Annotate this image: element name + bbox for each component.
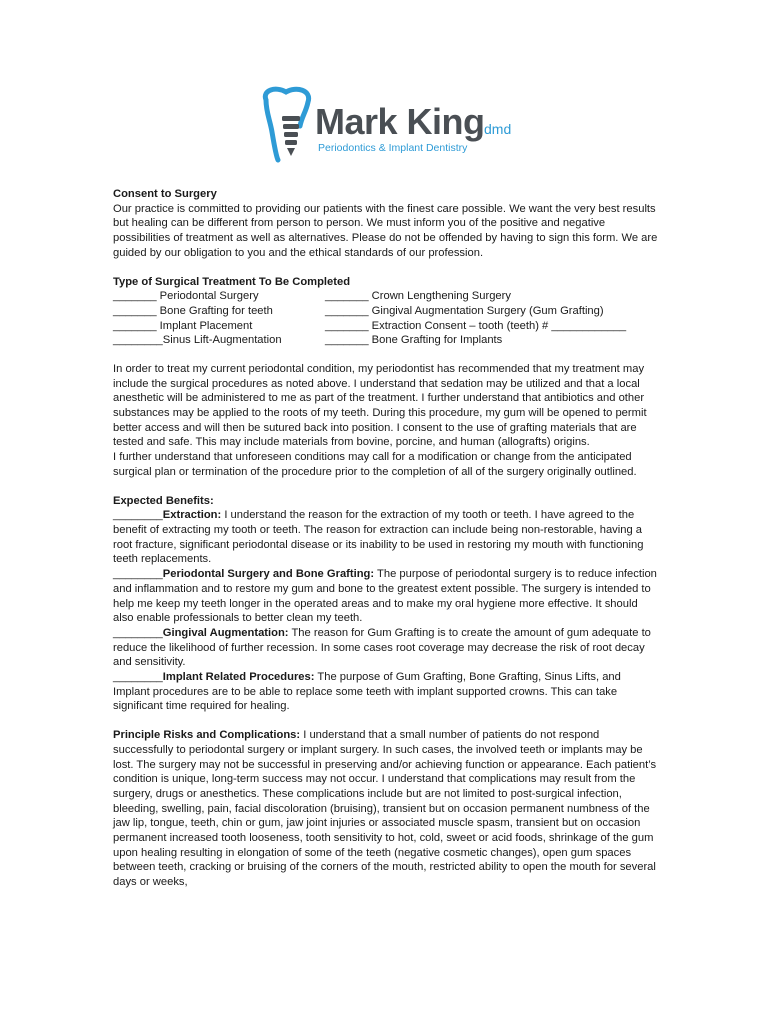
benefits-heading: Expected Benefits:: [113, 494, 214, 507]
benefit-item: [113, 626, 658, 670]
treatment-heading: Type of Surgical Treatment To Be Completed: [113, 275, 351, 288]
risks-paragraph: [113, 728, 658, 890]
treatment-option[interactable]: _______ Gingival Augmentation Surgery (Gum Grafting): [325, 304, 604, 317]
logo-name: Mark King: [315, 101, 485, 142]
benefit-text: The purpose of periodontal surgery is to reduce infection and inflammation and to restore my gum and bone to the greatest extent possible. The surgery is intended to help me keep my teeth longer in the operated areas and to make my oral hygiene more effective. It should also enable professionals to better clean my teeth.: [113, 568, 657, 625]
benefit-blank[interactable]: ________: [113, 671, 163, 684]
treatment-option[interactable]: ________Sinus Lift-Augmentation: [113, 334, 282, 347]
intro-paragraph-2: I further understand that unforeseen conditions may call for a modification or change from the anticipated surgical plan or termination of the procedure prior to the completion of all of the surgery originally outlined.: [113, 451, 637, 478]
treatment-option[interactable]: _______ Bone Grafting for teeth: [113, 304, 273, 317]
benefit-label: Periodontal Surgery and Bone Grafting:: [162, 568, 375, 581]
benefit-label: Extraction:: [162, 509, 222, 522]
treatment-option[interactable]: _______ Periodontal Surgery: [113, 290, 259, 303]
benefit-item: [113, 670, 658, 714]
benefit-blank[interactable]: ________: [113, 509, 163, 522]
benefit-item: [113, 567, 658, 626]
treatment-option[interactable]: _______ Implant Placement: [113, 319, 253, 332]
treatment-option[interactable]: _______ Crown Lengthening Surgery: [325, 290, 511, 303]
treatment-checklist: [113, 289, 658, 348]
benefit-blank[interactable]: ________: [113, 626, 163, 639]
benefit-blank[interactable]: ________: [113, 568, 163, 581]
logo-suffix: dmd: [484, 121, 512, 137]
benefit-item: [113, 508, 658, 567]
benefit-text: I understand the reason for the extraction of my tooth or teeth. I have agreed to the benefit of extracting my tooth or teeth. The reason for extraction can include being non-restorable, having a root fracture, significant periodontal disease or its inability to be used in restoring my mouth with functioning teeth replacements.: [113, 509, 644, 566]
benefit-text: The purpose of Gum Grafting, Bone Grafting, Sinus Lifts, and Implant procedures are to be able to replace some teeth with implant supported crowns. This can take significant time required for healing.: [113, 671, 621, 713]
risks-text: I understand that a small number of patients do not respond successfully to periodontal surgery or implant surgery. In such cases, the involved teeth or implants may be lost. The surgery may not be successful in preserving and/or achieving function or appearance. Each patient’s condition is unique, long-term success may not occur. I understand that complications may result from the surgery, drugs or anesthetics. These complications include but are not limited to post-surgical infection, bleeding, swelling, pain, facial discoloration (bruising), transient but on occasion permanent numbness of the jaw lip, tongue, teeth, chin or gum, jaw joint injuries or associated muscle spasm, transient but on occasion permanent increased tooth looseness, tooth sensitivity to hot, cold, sweet or acid foods, shrinkage of the gum upon healing resulting in elongation of some of the teeth (negative cosmetic changes), open gum spaces between teeth, cracking or bruising of the corners of the mouth, restricted ability to open the mouth for several days or weeks,: [113, 729, 657, 889]
treatment-right-column: [325, 289, 626, 348]
tooth-implant-icon: [258, 86, 316, 164]
treatment-option[interactable]: _______ Extraction Consent – tooth (teeth) # ____________: [325, 319, 627, 332]
consent-body: Our practice is committed to providing our patients with the finest care possible. We want the very best results but healing can be different from person to person. We must inform you of the positive and negative possibilities of treatment as well as alternatives. Please do not be offended by having to sign this form. We are guided by our obligation to you and the ethical standards of our profession.: [113, 202, 658, 259]
risks-label: Principle Risks and Complications:: [113, 729, 301, 742]
benefit-label: Gingival Augmentation:: [162, 626, 289, 639]
intro-paragraph: In order to treat my current periodontal condition, my periodontist has recommended that my treatment may include the surgical procedures as noted above. I understand that sedation may be utilized and that a local anesthetic will be administered to me as part of the treatment. I further understand that antibiotics and other substances may be applied to the roots of my teeth. During this procedure, my gum will be opened to permit better access and will then be sutured back into position. I consent to the use of grafting materials that are tested and safe. This may include materials from bovine, porcine, and human (allografts) origins.: [113, 362, 647, 449]
form-content: [113, 187, 658, 890]
practice-logo: [258, 86, 518, 164]
benefit-label: Implant Related Procedures:: [162, 671, 315, 684]
benefit-text: The reason for Gum Grafting is to create the amount of gum adequate to reduce the likelihood of further recession. In some cases root coverage may decrease the risk of root decay and sensitivity.: [113, 626, 651, 669]
treatment-option[interactable]: _______ Bone Grafting for Implants: [325, 334, 503, 347]
consent-heading: Consent to Surgery: [113, 188, 217, 200]
logo-tagline: Periodontics & Implant Dentistry: [318, 142, 468, 154]
treatment-left-column: [113, 289, 325, 348]
